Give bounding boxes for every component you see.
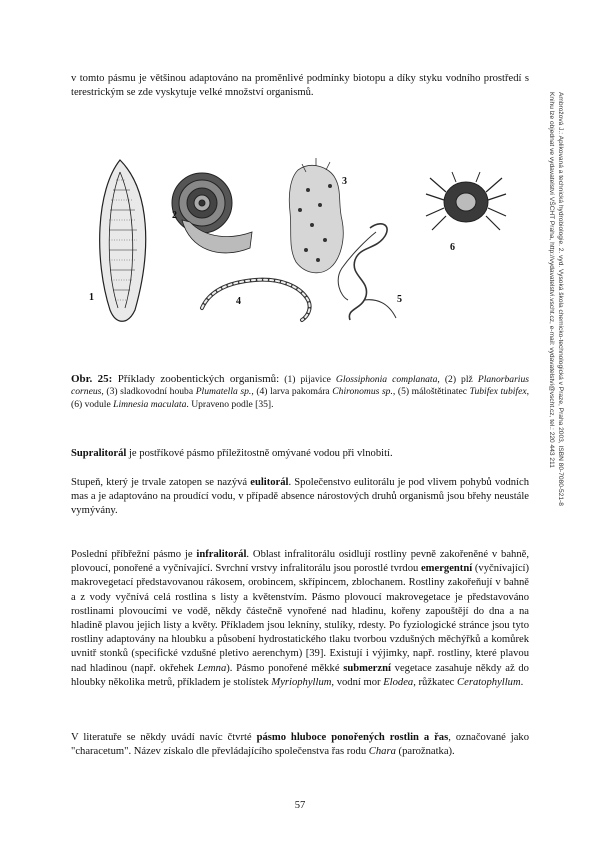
leech-drawing [100,160,146,321]
caption-item-3-text: (3) sladkovodní houba [106,386,196,398]
figure-label-4: 4 [236,296,241,307]
page-number: 57 [294,800,306,811]
chironomus-larva-drawing [202,280,310,320]
figure-zoobenthos [80,150,520,330]
figure-label-2: 2 [172,210,177,221]
sponge-drawing [289,158,343,273]
infralitoral-text-6: , vodní mor [331,676,384,688]
side-note-line-2: Knihu lze objednat ve vydavatelství VŠCHT Praha, http://vydavatelstvi.vscht.cz, e-mail: vydavatelstvi@vscht.cz, tel.: 220 443 211 [548,92,555,468]
snail-drawing [172,173,252,253]
term-emergentni: emergentní [420,563,473,575]
infralitoral-text-2: . Oblast infralitorálu osidlují rostliny pevně zakořeněné v bahně, plovoucí, ponořené a vyčnívající. Svrchní vrstvy infralitorálu jsou porostlé tvrdou [71,549,529,575]
figure-label-1: 1 [89,292,94,303]
caption-item-4-text: (4) larva pakomára [256,386,333,398]
figure-label-3: 3 [342,176,347,187]
caption-item-1-latin: Glossiphonia complanata [335,374,438,385]
figure-label-6: 6 [450,242,455,253]
caption-label: Obr. 25: [71,373,113,385]
caption-item-4-sep: , [392,386,398,398]
term-submerzni: submerzní [343,662,391,674]
eulitoral-paragraph [71,476,529,519]
intro-paragraph: v tomto pásmu je většinou adaptováno na proměnlivé podmínky biotopu a díky styku vodního prostředí s terestrickým se zde vyskytuje velké množství organismů. [71,73,529,99]
characetum-text-2: , označované jako "characetum". Název získalo dle převládajícího společenstva řas rodu [71,732,529,758]
side-note [547,92,565,506]
caption-item-1-sep: , [437,374,445,385]
side-note-line-1: Ambrožová J.: Aplikovaná a technická hydrobiologie. 2. vyd. Vysoká škola chemicko-technologická v Praze, Praha 2003, ISBN 80-7080-521-8 [557,92,564,506]
caption-item-5-latin: Tubifex tubifex [469,386,527,398]
caption-source: Upraveno podle [35]. [191,398,274,410]
tubifex-drawing [338,224,396,320]
term-deep-zone: pásmo hluboce ponořených rostlin a řas [256,732,449,743]
caption-item-6-text: (6) vodule [71,398,114,410]
caption-item-2-latin: Planorbarius corneus [71,374,530,398]
figure-label-5: 5 [397,294,402,305]
infralitoral-text-1: Poslední příbřežní pásmo je [71,549,197,560]
infralitoral-text-3: (vyčnívající) makrovegetací představovanou rákosem, orobincem, skřípincem, zblochanem. Rostliny zakořeňují v bahně a z vody vyčnívá celá rostlina s listy a květenstvím. Pásmo plovoucí makrovegetace je představováno rostlinami plovoucími ve vodě, někdy částečně vynořené nad hladinu, kořeny zapouštějí do dna a na hladině plavou jejich listy a květy. Příkladem jsou lekníny, stulíky, rdesty. Po fyziologické stránce jsou tyto rostliny adaptovány na hloubku a působení hydrostatického tlaku tvorbou vzdušných měchýřků a komůrek uvnitř stonků (specifické vzdušné pletivo aerenchym) [39]. Existují i výjimky, např. rostliny, které plavou nad hladinou (např. okřehek [71,563,529,674]
caption-title: Příklady zoobentických organismů: [117,373,280,385]
caption-item-6-sep: . [186,398,192,410]
water-mite-drawing [426,172,506,230]
characetum-text-3: (parožnatka). [395,746,455,758]
eulitoral-text-2: . Společenstvo eulitorálu je pod vlivem pohybů vodních mas a je adaptováno na proudící vodu, v případě absence nárostových druhů organismů jsou břehy neustále vymývány. [71,477,529,517]
infralitoral-text-7: , růžkatec [413,676,458,688]
characetum-text-1: V literatuře se někdy uvádí navíc čtvrté [71,732,257,743]
term-supralitoral: Supralitorál [71,448,127,459]
characetum-paragraph [71,731,529,759]
caption-item-5-text: (5) máloštětinatec [397,386,470,398]
infralitoral-text-8: . [520,676,524,688]
caption-item-2-sep: , [101,386,107,398]
caption-item-4-latin: Chironomus sp. [332,386,393,398]
term-eulitoral: eulitorál [250,477,289,488]
caption-item-5-sep: , [526,386,530,398]
supralitoral-text: je postříkové pásmo příležitostně omývané vodou při vlnobití. [126,448,393,459]
latin-chara: Chara [368,746,396,758]
caption-item-3-sep: , [251,386,257,398]
term-infralitoral: infralitorál [196,549,247,560]
eulitoral-text-1: Stupeň, který je trvale zatopen se nazývá [71,477,251,488]
caption-item-6-latin: Limnesia maculata [113,398,187,410]
latin-lemna: Lemna [197,662,227,674]
figure-illustration [80,150,520,330]
infralitoral-text-4: ). Pásmo ponořené měkké [226,662,344,674]
latin-ceratophyllum: Ceratophyllum [457,676,521,688]
infralitoral-text-5: vegetace zasahuje někdy až do hloubky několika metrů, příkladem je stolístek [71,662,529,688]
latin-myriophyllum: Myriophyllum [271,676,332,688]
latin-elodea: Elodea [383,676,414,688]
infralitoral-paragraph [71,548,529,690]
caption-item-1-text: (1) pijavice [284,374,336,385]
caption-item-3-latin: Plumatella sp. [195,386,252,398]
figure-caption [71,373,529,411]
caption-item-2-text: (2) plž [444,374,478,385]
supralitoral-paragraph [71,447,529,461]
